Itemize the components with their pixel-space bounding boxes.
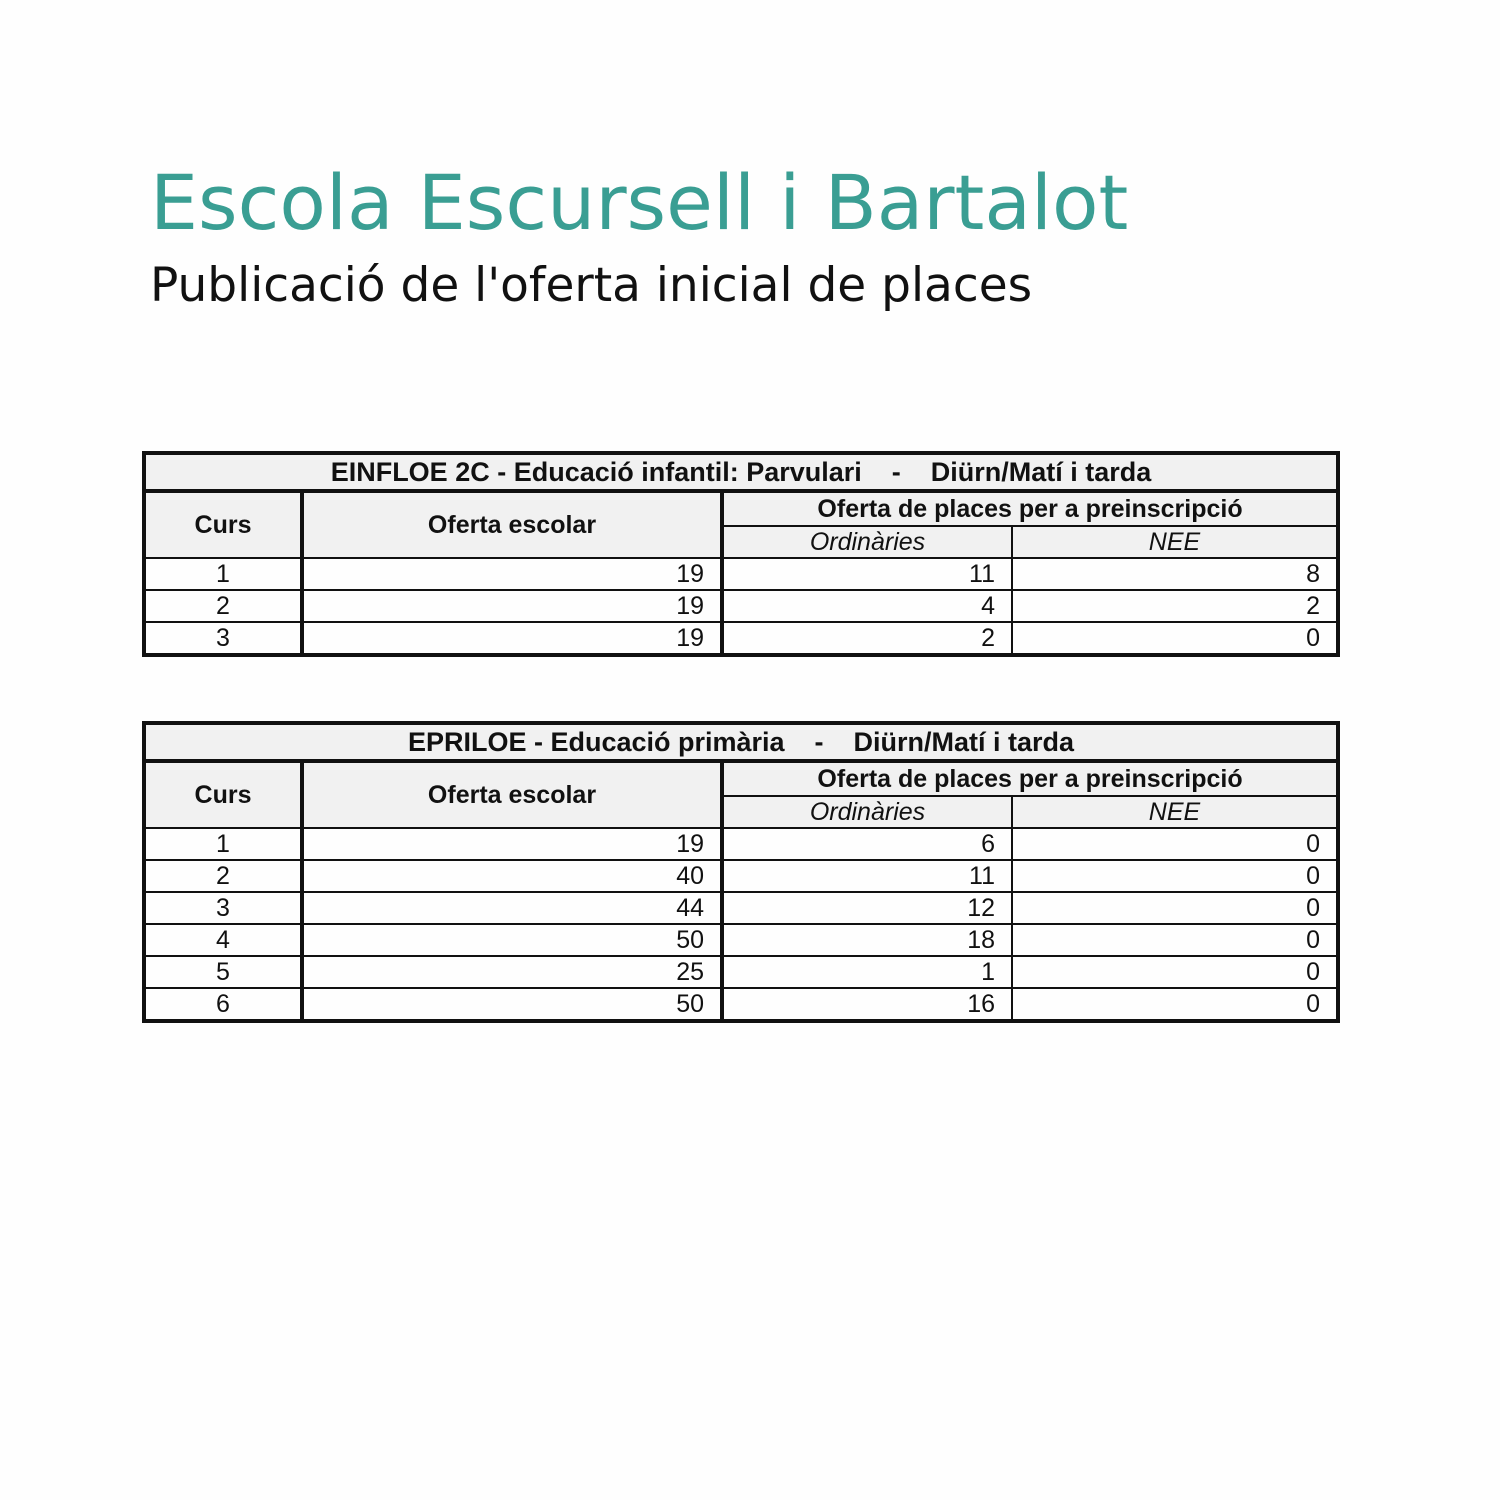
cell-oferta-escolar: 25 bbox=[302, 956, 722, 988]
cell-ordinaries: 6 bbox=[722, 828, 1012, 860]
cell-ordinaries: 12 bbox=[722, 892, 1012, 924]
cell-curs: 5 bbox=[144, 956, 302, 988]
cell-curs: 3 bbox=[144, 622, 302, 655]
cell-curs: 2 bbox=[144, 590, 302, 622]
column-header-ordinaries: Ordinàries bbox=[722, 526, 1012, 558]
column-group-header: Oferta de places per a preinscripció bbox=[722, 761, 1338, 796]
column-group-header: Oferta de places per a preinscripció bbox=[722, 491, 1338, 526]
cell-nee: 0 bbox=[1012, 892, 1338, 924]
cell-curs: 2 bbox=[144, 860, 302, 892]
table-row bbox=[144, 988, 1338, 1021]
table-row bbox=[144, 828, 1338, 860]
cell-oferta-escolar: 19 bbox=[302, 622, 722, 655]
cell-oferta-escolar: 50 bbox=[302, 988, 722, 1021]
column-header-oferta-escolar: Oferta escolar bbox=[302, 491, 722, 558]
table-row bbox=[144, 590, 1338, 622]
column-header-curs: Curs bbox=[144, 761, 302, 828]
table-row bbox=[144, 558, 1338, 590]
offer-table-infantil bbox=[142, 451, 1340, 657]
table-row bbox=[144, 924, 1338, 956]
cell-nee: 8 bbox=[1012, 558, 1338, 590]
table-row bbox=[144, 956, 1338, 988]
cell-nee: 0 bbox=[1012, 860, 1338, 892]
column-header-nee: NEE bbox=[1012, 526, 1338, 558]
cell-curs: 6 bbox=[144, 988, 302, 1021]
table-row bbox=[144, 622, 1338, 655]
cell-oferta-escolar: 19 bbox=[302, 558, 722, 590]
cell-nee: 0 bbox=[1012, 622, 1338, 655]
cell-oferta-escolar: 44 bbox=[302, 892, 722, 924]
table-title: EINFLOE 2C - Educació infantil: Parvulari - Diürn/Matí i tarda bbox=[144, 453, 1338, 491]
table-title: EPRILOE - Educació primària - Diürn/Matí i tarda bbox=[144, 723, 1338, 761]
cell-curs: 3 bbox=[144, 892, 302, 924]
cell-ordinaries: 11 bbox=[722, 558, 1012, 590]
cell-ordinaries: 1 bbox=[722, 956, 1012, 988]
cell-oferta-escolar: 40 bbox=[302, 860, 722, 892]
cell-curs: 1 bbox=[144, 558, 302, 590]
cell-nee: 0 bbox=[1012, 988, 1338, 1021]
offer-table-primaria bbox=[142, 721, 1340, 1023]
cell-ordinaries: 2 bbox=[722, 622, 1012, 655]
cell-nee: 2 bbox=[1012, 590, 1338, 622]
column-header-oferta-escolar: Oferta escolar bbox=[302, 761, 722, 828]
cell-ordinaries: 11 bbox=[722, 860, 1012, 892]
cell-ordinaries: 16 bbox=[722, 988, 1012, 1021]
cell-nee: 0 bbox=[1012, 924, 1338, 956]
column-header-curs: Curs bbox=[144, 491, 302, 558]
cell-curs: 4 bbox=[144, 924, 302, 956]
page-subtitle: Publicació de l'oferta inicial de places bbox=[150, 258, 1033, 313]
cell-oferta-escolar: 19 bbox=[302, 590, 722, 622]
cell-nee: 0 bbox=[1012, 956, 1338, 988]
cell-ordinaries: 4 bbox=[722, 590, 1012, 622]
cell-curs: 1 bbox=[144, 828, 302, 860]
table-row bbox=[144, 860, 1338, 892]
cell-ordinaries: 18 bbox=[722, 924, 1012, 956]
page-title: Escola Escursell i Bartalot bbox=[150, 158, 1129, 247]
cell-nee: 0 bbox=[1012, 828, 1338, 860]
table-row bbox=[144, 892, 1338, 924]
cell-oferta-escolar: 50 bbox=[302, 924, 722, 956]
cell-oferta-escolar: 19 bbox=[302, 828, 722, 860]
column-header-nee: NEE bbox=[1012, 796, 1338, 828]
column-header-ordinaries: Ordinàries bbox=[722, 796, 1012, 828]
